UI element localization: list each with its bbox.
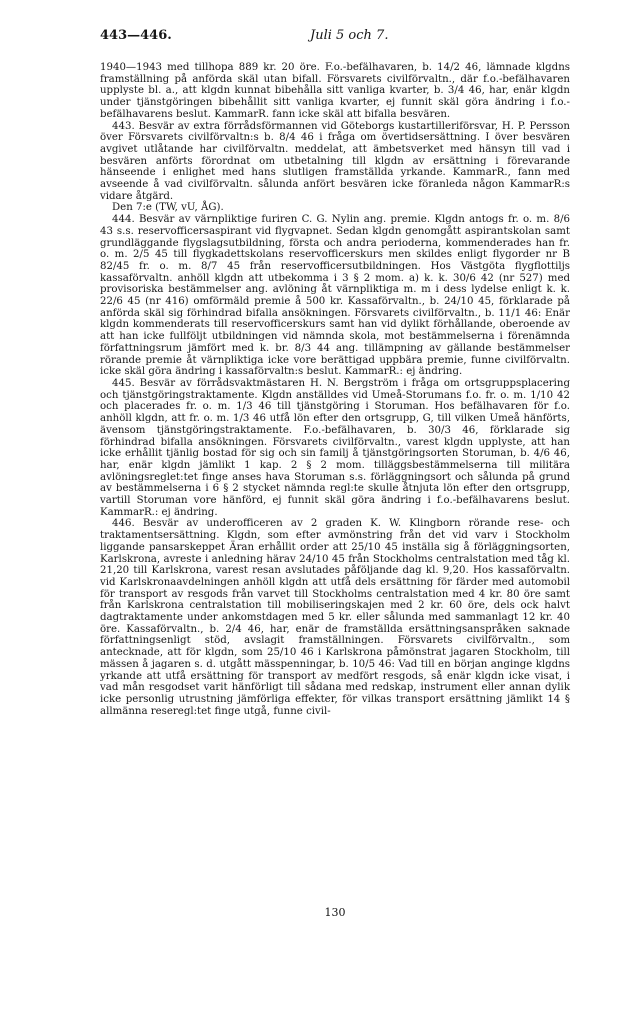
day-heading: Den 7:e (TW, vU, ÅG). (112, 202, 224, 214)
header-date: Juli 5 och 7. (310, 28, 389, 43)
paragraph: 1940—1943 med tillhopa 889 kr. 20 öre. F.o.-befälhavaren, b. 14/2 46, lämnade klgdns framställning på anförda skäl utan bifall. Försvarets civilförvaltn., där f.o.-befälhavaren upplyste bl. a., att klgdn kunnat bibehålla sitt vanliga kvarter, b. 3/4 46, har, enär klgdn under tjänstgöringen bibehållit sitt vanliga kvarter, ej funnit skäl göra ändring i f.o.-befälhavarens beslut. KammarR. fann icke skäl att bifalla besvären. (100, 62, 570, 120)
body-text (100, 62, 570, 717)
section-range: 443—446. (100, 28, 172, 43)
page (100, 28, 570, 717)
paragraph: 446. Besvär av underofficeren av 2 graden K. W. Klingborn rörande rese- och traktamentsersättning. Klgdn, som efter avmönstring från det vid varv i Stockholm liggande pansarskeppet Äran erhållit order att 25/10 45 inställa sig å förläggningsorten, Karlskrona, avreste i anledning härav 24/10 45 från Stockholms centralstation med tåg kl. 21,20 till Karlskrona, varest resan avslutades påföljande dag kl. 9,20. Hos kassaförvaltn. vid Karlskronaavdelningen anhöll klgdn att utfå dels ersättning för färder med automobil för transport av resgods från varvet till Stockholms centralstation med 4 kr. 80 öre samt från Karlskrona centralstation till mobiliseringskajen med 2 kr. 60 öre, dels ock halvt dagtraktamente under ankomstdagen med 5 kr. eller sålunda med sammanlagt 12 kr. 40 öre. Kassaförvaltn., b. 2/4 46, har, enär de framställda ersättningsanspråken saknade författningsenligt stöd, avslagit framställningen. Försvarets civilförvaltn., som antecknade, att för klgdn, som 25/10 46 i Karlskrona påmönstrat jagaren Stockholm, till mässen å jagaren s. d. utgått mässpenningar, b. 10/5 46: Vad till en början anginge klgdns yrkande att utfå ersättning för transport av medfört resgods, så enär klgdn icke visat, i vad mån resgodset varit hänförligt till sådana med redskap, instrument eller annan dylik icke personlig utrustning jämförliga effekter, för vilkas transport ersättning jämlikt 14 § allmänna reseregl:tet finge utgå, funne civil- (100, 518, 570, 717)
paragraph: 443. Besvär av extra förrådsförmannen vid Göteborgs kustartilleriförsvar, H. P. Persson över Försvarets civilförvaltn:s b. 8/4 46 i fråga om övertidsersättning. I över besvären avgivet utlåtande har civilförvaltn. meddelat, att ämbetsverket med hänsyn till vad i besvären anförts förordnat om utbetalning till klgdn av ersättning i förevarande hänseende i enlighet med hans slutligen framställda yrkande. KammarR., fann med avseende å vad civilförvaltn. sålunda anfört besvären icke föranleda någon KammarR:s vidare åtgärd. (100, 120, 570, 202)
page-number: 130 (324, 906, 346, 919)
paragraph: 445. Besvär av förrådsvaktmästaren H. N. Bergström i fråga om ortsgruppsplacering och tjänstgöringstraktamente. Klgdn anställdes vid Umeå-Storumans f.o. fr. o. m. 1/10 42 och placerades fr. o. m. 1/3 46 till tjänstgöring i Storuman. Hos befälhavaren för f.o. anhöll klgdn, att fr. o. m. 1/3 46 utfå lön efter den ortsgrupp, G, till vilken Umeå hänförts, ävensom tjänstgöringstraktamente. F.o.-befälhavaren, b. 30/3 46, förklarade sig förhindrad bifalla ansökningen. Försvarets civilförvaltn., varest klgdn upplyste, att han icke erhållit tjänlig bostad för sig och sin familj å tjänstgöringsorten Storuman, b. 4/6 46, har, enär klgdn jämlikt 1 kap. 2 § 2 mom. tilläggsbestämmelserna till militära avlöningsreglet:tet finge anses hava Storuman s.s. förläggningsort och sålunda på grund av bestämmelserna i 6 § 2 stycket nämnda regl:te skulle åtnjuta lön efter den ortsgrupp, vartill Storuman vore hänförd, ej funnit skäl göra ändring i f.o.-befälhavarens beslut. KammarR.: ej ändring. (100, 377, 570, 518)
paragraph: 444. Besvär av värnpliktige furiren C. G. Nylin ang. premie. Klgdn antogs fr. o. m. 8/6 43 s.s. reservofficersaspirant vid flygvapnet. Sedan klgdn genomgått aspirantskolan samt grundläggande flygslagsutbildning, första och andra perioderna, kommenderades han fr. o. m. 2/5 45 till flygkadettskolans reservofficerskurs men skildes enligt flygorder nr B 82/45 fr. o. m. 8/7 45 från reservofficersutbildningen. Hos Västgöta flygflottiljs kassaförvaltn. anhöll klgdn att utbekomma i 3 § 2 mom. a) k. k. 30/6 42 (nr 527) med provisoriska bestämmelser ang. avlöning åt värnpliktiga m. m i dess lydelse enligt k. k. 22/6 45 (nr 416) omförmäld premie å 500 kr. Kassaförvaltn., b. 24/10 45, förklarade på anförda skäl sig förhindrad bifalla ansökningen. Försvarets civilförvaltn., b. 11/1 46: Enär klgdn kommenderats till reservofficerskurs samt han vid dylikt förhållande, oberoende av att han icke fullföljt utbildningen vid nämnda skola, mot bestämmelserna i förenämnda författningsrum jämfört med k. br. 8/3 44 ang. tillämpning av gällande bestämmelser rörande premie åt värnpliktiga icke vore berättigad uppbära premie, funne civilförvaltn. icke skäl göra ändring i kassaförvaltn:s beslut. KammarR.: ej ändring. (100, 214, 570, 378)
running-header (100, 28, 570, 50)
